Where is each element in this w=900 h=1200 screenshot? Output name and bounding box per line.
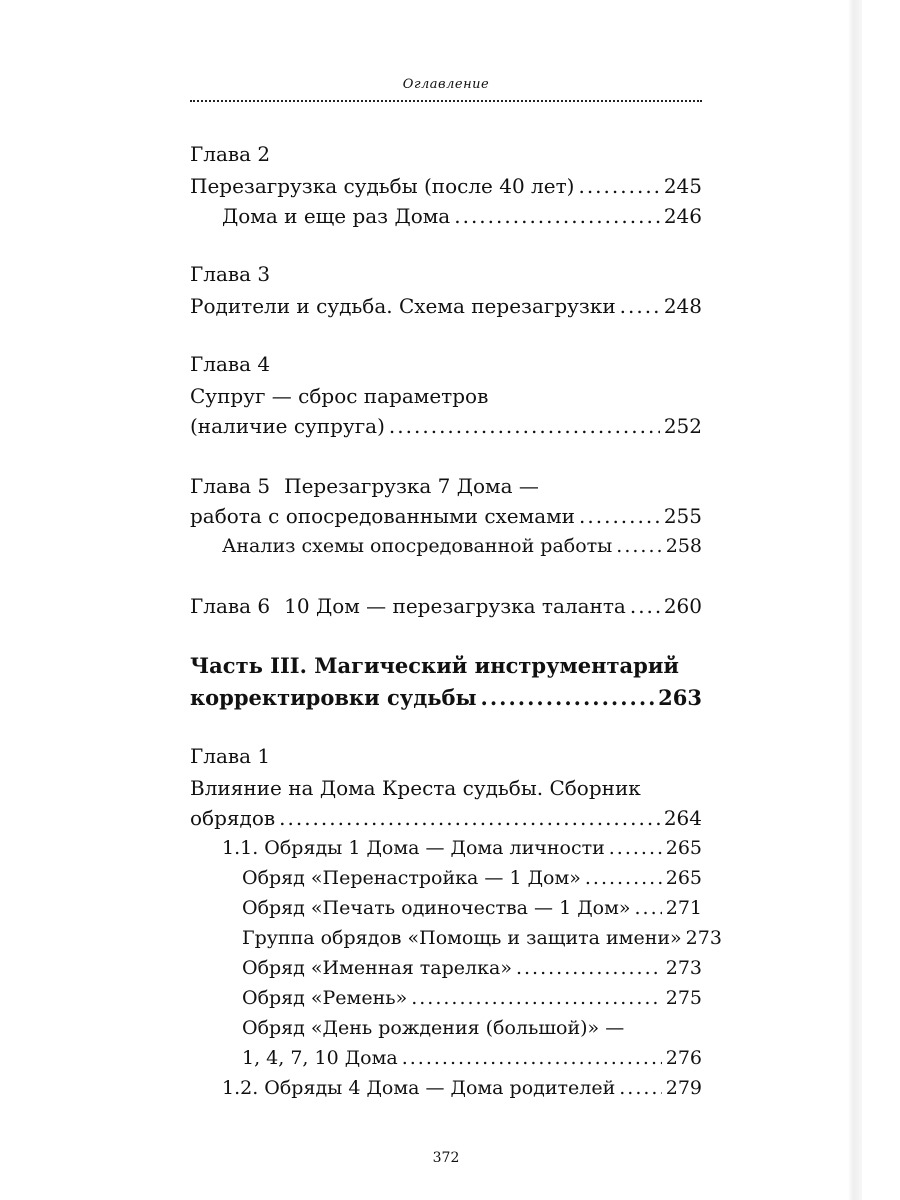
entry-title: Перезагрузка 7 Дома — <box>284 474 539 498</box>
entry-title: Анализ схемы опосредованной работы <box>222 535 613 557</box>
toc-subentry[interactable] <box>190 832 702 864</box>
dot-leader <box>411 982 662 1014</box>
entry-title: работа с опосредованными схемами <box>190 504 576 528</box>
entry-title: (наличие супруга) <box>190 414 385 438</box>
entry-title: Дома и еще раз Дома <box>222 204 451 228</box>
entry-title-line: Супруг — сброс параметров <box>190 384 489 408</box>
dot-leader <box>454 200 660 232</box>
entry-title-line: Обряд «День рождения (большой)» — <box>242 1017 625 1039</box>
part-3-title-line: Часть III. Магический инструментарий <box>190 653 679 678</box>
dot-leader <box>620 290 660 322</box>
entry-page: 265 <box>665 867 702 889</box>
dot-leader <box>630 590 660 622</box>
toc-rite-entry[interactable] <box>190 1042 702 1074</box>
entry-title-line: Влияние на Дома Креста судьбы. Сборник <box>190 776 641 800</box>
toc-entry[interactable] <box>190 802 702 834</box>
toc-entry[interactable] <box>190 170 702 202</box>
entry-title: Группа обрядов «Помощь и защита имени» <box>242 927 682 949</box>
entry-page: 265 <box>665 837 702 859</box>
dot-leader <box>616 530 661 562</box>
entry-title: обрядов <box>190 806 276 830</box>
entry-page: 276 <box>665 1047 702 1069</box>
toc-subentry[interactable] <box>190 200 702 232</box>
entry-title: Перезагрузка судьбы (после 40 лет) <box>190 174 575 198</box>
toc-rite-entry[interactable] <box>190 982 702 1014</box>
book-spine-shadow <box>848 0 862 1200</box>
dot-leader <box>279 802 660 834</box>
entry-page: 245 <box>663 174 702 198</box>
running-head: Оглавление <box>402 77 490 92</box>
toc-part-entry[interactable] <box>190 682 702 714</box>
dot-leader <box>389 410 660 442</box>
entry-title: 1.2. Обряды 4 Дома — Дома родителей <box>222 1077 616 1099</box>
entry-page: 255 <box>663 504 702 528</box>
header-dotted-rule <box>190 100 702 102</box>
toc-page <box>190 0 722 1200</box>
entry-page: 260 <box>663 594 702 618</box>
entry-title: 1, 4, 7, 10 Дома <box>242 1047 398 1069</box>
toc-entry[interactable] <box>190 590 702 622</box>
toc-entry[interactable] <box>190 500 702 532</box>
dot-leader <box>609 832 662 864</box>
entry-title: Обряд «Перенастройка — 1 Дом» <box>242 867 581 889</box>
chapter-5-heading: Глава 5 <box>190 474 271 498</box>
entry-title: Обряд «Ремень» <box>242 987 408 1009</box>
entry-page: 273 <box>685 927 722 949</box>
chapter-3-heading: Глава 3 <box>190 262 271 286</box>
entry-page: 252 <box>663 414 702 438</box>
entry-title: Родители и судьба. Схема перезагрузки <box>190 294 616 318</box>
entry-page: 279 <box>665 1077 702 1099</box>
entry-page: 264 <box>663 806 702 830</box>
dot-leader <box>402 1042 662 1074</box>
toc-subentry[interactable] <box>190 1072 702 1104</box>
toc-rite-entry[interactable] <box>190 862 702 894</box>
toc-subentry[interactable] <box>190 530 702 562</box>
dot-leader <box>585 862 662 894</box>
entry-page: 248 <box>663 294 702 318</box>
dot-leader <box>619 1072 661 1104</box>
dot-leader <box>578 170 659 202</box>
chapter-2-heading: Глава 2 <box>190 142 271 166</box>
entry-title: 1.1. Обряды 1 Дома — Дома личности <box>222 837 605 859</box>
toc-entry[interactable] <box>190 290 702 322</box>
chapter-5-heading-line <box>190 470 702 502</box>
entry-title: 10 Дом — перезагрузка таланта <box>284 594 626 618</box>
entry-page: 258 <box>665 535 702 557</box>
chapter-6-heading: Глава 6 <box>190 594 271 618</box>
page-number: 372 <box>432 1150 460 1166</box>
part-3-chapter-1-heading: Глава 1 <box>190 744 271 768</box>
dot-leader <box>516 952 662 984</box>
toc-rite-entry[interactable] <box>190 952 702 984</box>
toc-rite-entry[interactable] <box>190 892 702 924</box>
entry-page: 275 <box>665 987 702 1009</box>
entry-title: Обряд «Печать одиночества — 1 Дом» <box>242 897 631 919</box>
dot-leader <box>635 892 662 924</box>
entry-page: 263 <box>658 685 702 710</box>
toc-entry[interactable] <box>190 410 702 442</box>
dot-leader <box>579 500 660 532</box>
entry-page: 273 <box>665 957 702 979</box>
toc-rite-entry[interactable] <box>190 922 722 954</box>
chapter-4-heading: Глава 4 <box>190 352 271 376</box>
entry-page: 246 <box>663 204 702 228</box>
entry-page: 271 <box>665 897 702 919</box>
entry-title: корректировки судьбы <box>190 685 477 710</box>
dot-leader <box>481 682 655 714</box>
entry-title: Обряд «Именная тарелка» <box>242 957 512 979</box>
